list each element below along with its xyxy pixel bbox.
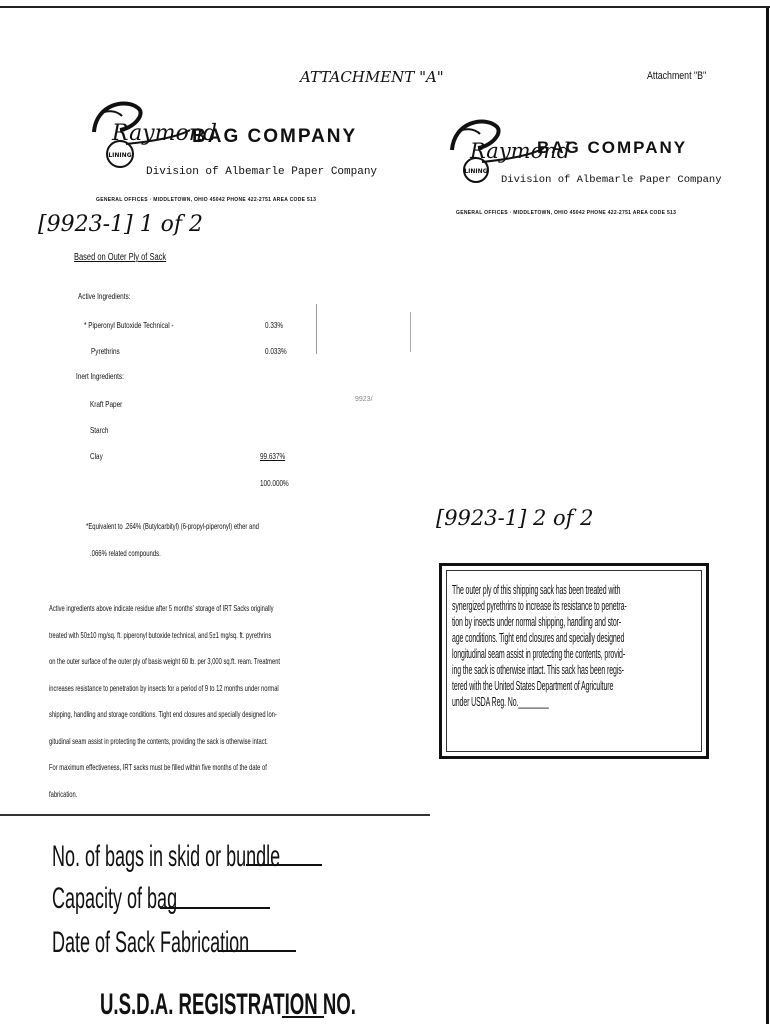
notice-line: longitudinal seam assist in protecting the contents, provid- bbox=[452, 647, 626, 661]
attachment-a-label: ATTACHMENT "A" bbox=[300, 68, 444, 86]
logo-script-right: Raymond bbox=[470, 139, 571, 163]
bags-in-skid-label: No. of bags in skid or bundle bbox=[52, 840, 281, 873]
paragraph-line: on the outer surface of the outer ply of basis weight 60 lb. per 3,000 sq.ft. ream. Treatment bbox=[49, 656, 281, 666]
company-name-left: BAG COMPANY bbox=[192, 126, 358, 147]
total-value: 100.000% bbox=[260, 478, 289, 488]
ingredient-name: Pyrethrins bbox=[91, 346, 120, 356]
notice-line: under USDA Reg. No.________ bbox=[452, 695, 549, 709]
offices-right: GENERAL OFFICES · MIDDLETOWN, OHIO 45042 PHONE 422-2751 AREA CODE 513 bbox=[456, 210, 677, 216]
logo-seal-right: LINING bbox=[464, 168, 488, 175]
right-border-line bbox=[766, 8, 769, 1024]
notice-line: The outer ply of this shipping sack has been treated with bbox=[452, 583, 621, 597]
active-ingredients-heading: Active Ingredients: bbox=[78, 291, 131, 301]
notice-text bbox=[452, 582, 698, 710]
usda-registration-label: U.S.D.A. REGISTRATION NO. bbox=[100, 988, 356, 1021]
handwritten-ref-1of2: [9923-1] 1 of 2 bbox=[38, 212, 203, 237]
fabrication-date-blank bbox=[218, 946, 296, 952]
paragraph-line: fabrication. bbox=[49, 789, 78, 799]
top-border-line bbox=[0, 6, 770, 8]
paragraph-line: For maximum effectiveness, IRT sacks must be filled within five months of the date of bbox=[49, 762, 267, 772]
section-heading: Based on Outer Ply of Sack bbox=[74, 252, 167, 263]
ingredient-name: * Piperonyl Butoxide Technical - bbox=[84, 320, 174, 330]
scan-artifact bbox=[410, 312, 411, 352]
division-right: Division of Albemarle Paper Company bbox=[501, 174, 722, 186]
ingredient-value: 0.33% bbox=[265, 320, 284, 330]
offices-left: GENERAL OFFICES · MIDDLETOWN, OHIO 45042 PHONE 422-2751 AREA CODE 513 bbox=[96, 197, 317, 203]
usda-registration-blank bbox=[282, 1012, 324, 1018]
inert-ingredient: Kraft Paper bbox=[90, 399, 123, 409]
logo-script-left: Raymond bbox=[112, 121, 217, 146]
fabrication-date-label: Date of Sack Fabrication bbox=[52, 926, 250, 959]
paragraph-line: Active ingredients above indicate residue after 5 months' storage of IRT Sacks originally bbox=[49, 603, 274, 613]
logo-seal-left: LINING bbox=[108, 152, 132, 159]
bags-in-skid-blank bbox=[246, 860, 322, 866]
sack-notice-box bbox=[439, 563, 709, 759]
notice-line: synergized pyrethrins to increase its resistance to penetra- bbox=[452, 599, 627, 613]
scan-artifact bbox=[316, 304, 317, 354]
capacity-blank bbox=[160, 903, 270, 909]
footnote-line: .066% related compounds. bbox=[90, 548, 161, 558]
paragraph-line: shipping, handling and storage conditions. Tight end closures and specially designed lon- bbox=[49, 709, 277, 719]
clay-value: 99.637% bbox=[260, 451, 286, 461]
attachment-b-label: Attachment "B" bbox=[647, 70, 707, 82]
ingredient-value: 0.033% bbox=[265, 346, 287, 356]
section-divider-line bbox=[0, 814, 430, 816]
notice-line: tion by insects under normal shipping, handling and stor- bbox=[452, 615, 622, 629]
capacity-label: Capacity of bag bbox=[52, 882, 178, 915]
raymond-logo-left bbox=[86, 92, 217, 172]
paragraph-line: increases resistance to penetration by insects for a period of 9 to 12 months under normal bbox=[49, 683, 279, 693]
stray-mark: 9923/ bbox=[355, 396, 373, 403]
division-left: Division of Albemarle Paper Company bbox=[146, 166, 378, 178]
paragraph-line: treated with 50±10 mg/sq. ft. piperonyl butoxide technical, and 5±1 mg/sq. ft. pyrethrins bbox=[49, 630, 272, 640]
company-name-right: BAG COMPANY bbox=[537, 138, 688, 157]
inert-ingredient: Clay bbox=[90, 451, 103, 461]
inert-ingredient: Starch bbox=[90, 425, 109, 435]
handwritten-ref-2of2: [9923-1] 2 of 2 bbox=[436, 506, 594, 530]
notice-line: tered with the United States Department of Agriculture bbox=[452, 679, 614, 693]
paragraph-line: gitudinal seam assist in protecting the contents, providing the sack is otherwise intact. bbox=[49, 736, 268, 746]
inert-ingredients-heading: Inert Ingredients: bbox=[76, 371, 124, 381]
notice-line: ing the sack is otherwise intact. This sack has been regis- bbox=[452, 663, 624, 677]
notice-line: age conditions. Tight end closures and specially designed bbox=[452, 631, 625, 645]
footnote-line: *Equivalent to .264% (Butylcarbityl) (6-propyl-piperonyl) ether and bbox=[86, 521, 259, 531]
